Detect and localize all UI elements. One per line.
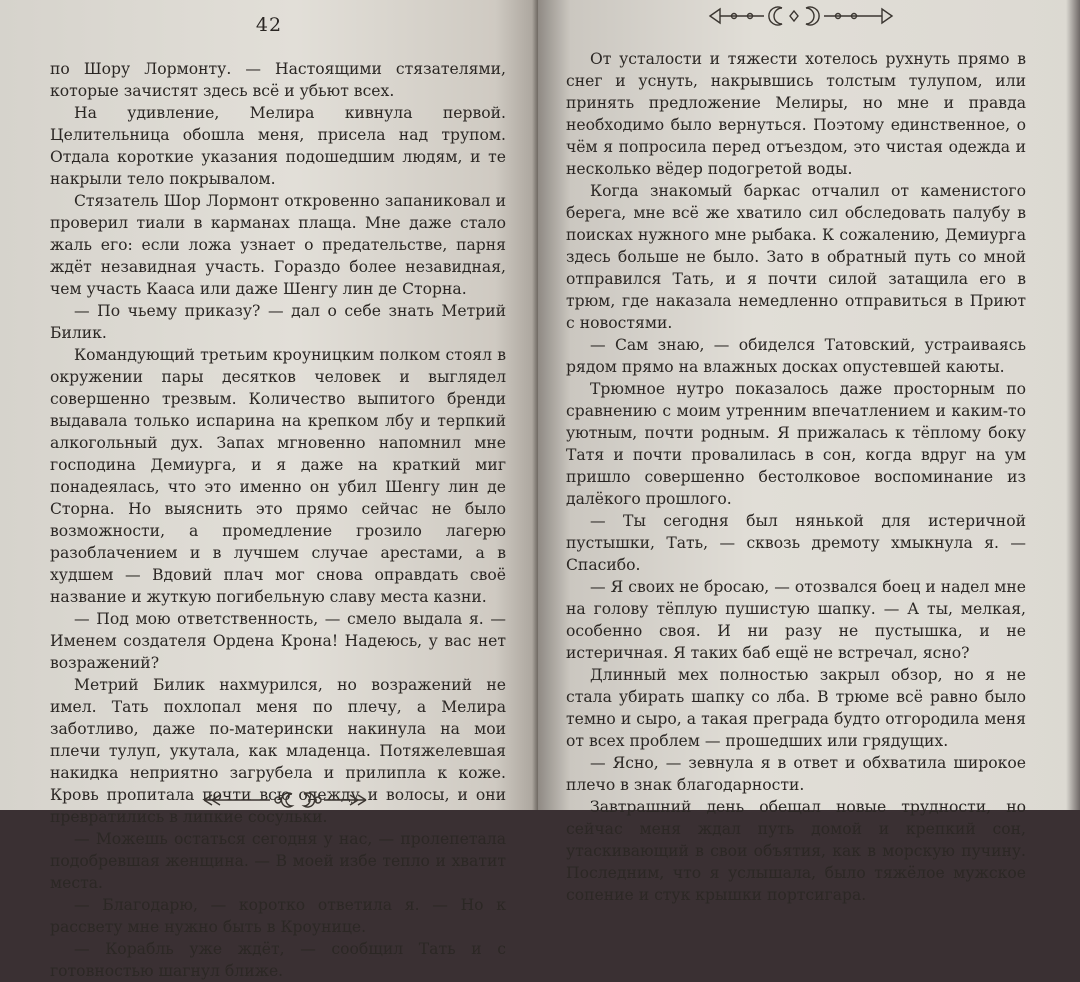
paragraph: От усталости и тяжести хотелось рухнуть прямо в снег и уснуть, накрывшись толстым тулупом, или принять предложение Мелиры, но мне и правда необходимо было вернуться. Поэтому единственное, о чём я попросила перед отъездом, это чистая одежда и несколько вёдер подогретой воды.: [566, 50, 1026, 178]
page-number: 42: [255, 14, 283, 36]
paragraph: Стязатель Шор Лормонт откровенно запаниковал и проверил тиали в карманах плаща. Мне даже стало жаль его: если ложа узнает о предательстве, парня ждёт незавидная участь. Гораздо более незавидная, чем участь Кааса или даже Шенгу лин де Сторна.: [50, 192, 506, 298]
paragraph: — Ясно, — зевнула я в ответ и обхватила широкое плечо в знак благодарности.: [566, 754, 1026, 794]
paragraph: Завтрашний день обещал новые трудности, но сейчас меня ждал путь домой и крепкий сон, утаскивающий в свои объятия, как в морскую пучину. Последним, что я услышала, было тяжёлое мужское сопение и стук крышки портсигара.: [566, 798, 1026, 904]
paragraph: Метрий Билик нахмурился, но возражений не имел. Тать похлопал меня по плечу, а Мелира заботливо, даже по-матерински накинула на мои плечи тулуп, укутала, как младенца. Потяжелевшая накидка неприятно загрубела и прилипла к коже. Кровь пропитала почти всю одежду и волосы, и они превратились в липкие сосульки.: [50, 676, 506, 826]
paragraph: На удивление, Мелира кивнула первой. Целительница обошла меня, присела над трупом. Отдала короткие указания подошедшим людям, и те накрыли тело покрывалом.: [50, 104, 506, 188]
right-page: [538, 0, 1080, 904]
paragraph: Трюмное нутро показалось даже просторным по сравнению с моим утренним впечатлением и каким-то уютным, почти родным. Я прижалась к тёплому боку Татя и почти провалилась в сон, когда вдруг на ум пришло совершенно бестолковое воспоминание из далёкого прошлого.: [566, 380, 1026, 508]
paragraph: — Можешь остаться сегодня у нас, — пролепетала подобревшая женщина. — В моей избе тепло и хватит места.: [50, 830, 506, 892]
header-ornament-icon: [706, 4, 896, 28]
paragraph: Командующий третьим кроуницким полком стоял в окружении пары десятков человек и выглядел совершенно трезвым. Количество выпитого бренди выдавала только испарина на крепком лбу и терпкий алкогольный дух. Запах мгновенно напомнил мне господина Демиурга, и я даже на краткий миг понадеялась, что это именно он убил Шенгу лин де Сторна. Но выяснить это прямо сейчас не было возможности, а промедление грозило лагерю разоблачением и в лучшем случае арестами, а в худшем — Вдовий плач мог снова оправдать своё название и жуткую погибельную славу места казни.: [50, 346, 506, 606]
paragraph: Когда знакомый баркас отчалил от каменистого берега, мне всё же хватило сил обследовать палубу в поисках нужного мне рыбака. К сожалению, Демиурга здесь больше не было. Зато в обратный путь со мной отправился Тать, и я почти силой затащила его в трюм, где наказала немедленно отправиться в Приют с новостями.: [566, 182, 1026, 332]
paragraph: — Ты сегодня был нянькой для истеричной пустышки, Тать, — сквозь дремоту хмыкнула я. — Спасибо.: [566, 512, 1026, 574]
footer-ornament-icon: [200, 790, 370, 810]
paragraph: — По чьему приказу? — дал о себе знать Метрий Билик.: [50, 302, 506, 342]
paragraph: — Корабль уже ждёт, — сообщил Тать и с готовностью шагнул ближе.: [50, 940, 506, 980]
paragraph: — Я своих не бросаю, — отозвался боец и надел мне на голову тёплую пушистую шапку. — А ты, мелкая, особенно своя. И ни разу не пустышка, и не истеричная. Я таких баб ещё не встречал, ясно?: [566, 578, 1026, 662]
paragraph: по Шору Лормонту. — Настоящими стязателями, которые зачистят здесь всё и убьют всех.: [50, 60, 506, 100]
paragraph: — Сам знаю, — обиделся Татовский, устраиваясь рядом прямо на влажных досках опустевшей каюты.: [566, 336, 1026, 376]
paragraph: — Благодарю, — коротко ответила я. — Но к рассвету мне нужно быть в Кроунице.: [50, 896, 506, 936]
left-page: [0, 0, 538, 980]
paragraph: — Под мою ответственность, — смело выдала я. — Именем создателя Ордена Крона! Надеюсь, у вас нет возражений?: [50, 610, 506, 672]
paragraph: Длинный мех полностью закрыл обзор, но я не стала убирать шапку со лба. В трюме всё равно было темно и сыро, а такая преграда будто отгородила меня от всех проблем — прошедших или грядущих.: [566, 666, 1026, 750]
right-page-text: [566, 48, 1026, 906]
left-page-text: [50, 58, 506, 982]
page-edge: [1066, 0, 1080, 810]
